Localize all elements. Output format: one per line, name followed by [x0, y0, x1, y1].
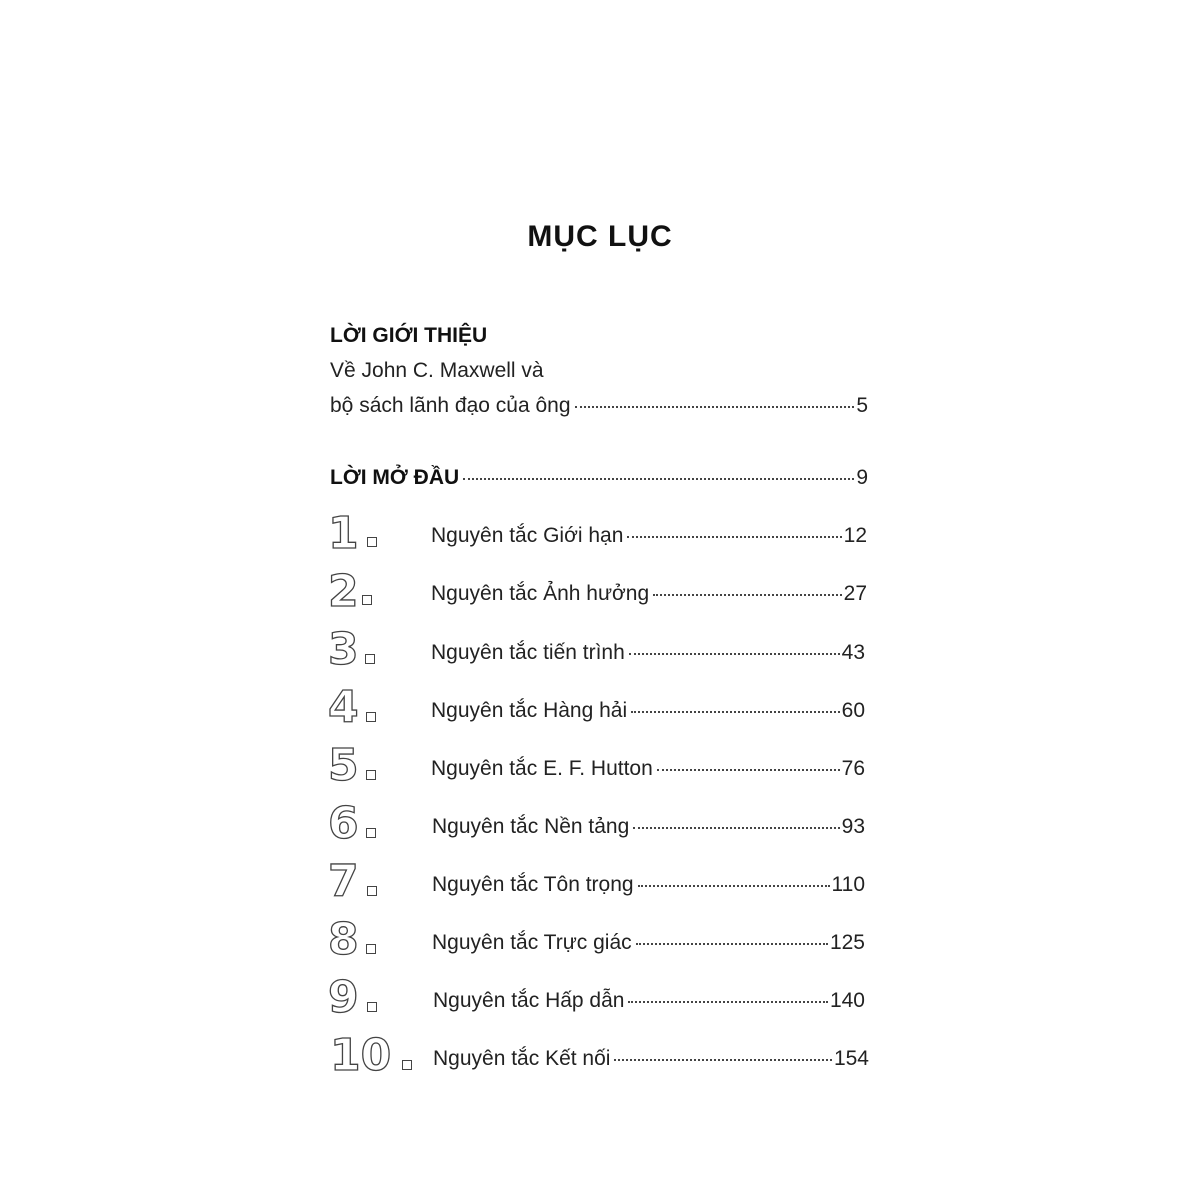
chapter-number: 10	[330, 1030, 392, 1081]
chapter-title: Nguyên tắc Nền tảng	[432, 815, 630, 838]
chapter-page-number: 140	[829, 989, 865, 1012]
square-bullet-icon	[362, 595, 372, 605]
dot-leader	[636, 943, 828, 945]
dot-leader	[631, 711, 840, 713]
chapter-page-number: 154	[833, 1047, 869, 1070]
chapter-title: Nguyên tắc E. F. Hutton	[431, 757, 653, 780]
chapter-number: 7	[328, 856, 359, 907]
chapter-title: Nguyên tắc Trực giác	[432, 931, 632, 954]
chapter-number: 9	[328, 972, 359, 1023]
dot-leader	[463, 478, 854, 480]
chapter-entry	[431, 524, 867, 548]
intro-entry	[330, 394, 868, 418]
square-bullet-icon	[402, 1060, 412, 1070]
chapter-number: 3	[328, 624, 359, 675]
dot-leader	[657, 769, 840, 771]
chapter-entry	[431, 699, 865, 723]
intro-heading: LỜI GIỚI THIỆU	[330, 324, 488, 347]
chapter-title: Nguyên tắc Hấp dẫn	[433, 989, 625, 1012]
square-bullet-icon	[366, 828, 376, 838]
chapter-entry	[432, 815, 865, 839]
dot-leader	[575, 406, 855, 408]
chapter-number: 5	[328, 740, 359, 791]
dot-leader	[628, 1001, 827, 1003]
square-bullet-icon	[366, 770, 376, 780]
chapter-page-number: 12	[843, 524, 867, 547]
chapter-number: 2	[328, 566, 359, 617]
square-bullet-icon	[367, 886, 377, 896]
square-bullet-icon	[367, 537, 377, 547]
chapter-page-number: 93	[841, 815, 865, 838]
dot-leader	[629, 653, 840, 655]
chapter-page-number: 27	[843, 582, 867, 605]
chapter-number: 8	[328, 914, 359, 965]
intro-page-number: 5	[856, 394, 868, 417]
intro-line-2: bộ sách lãnh đạo của ông	[330, 394, 571, 417]
chapter-entry	[433, 1047, 869, 1071]
dot-leader	[614, 1059, 832, 1061]
square-bullet-icon	[366, 944, 376, 954]
dot-leader	[653, 594, 842, 596]
chapter-entry	[431, 641, 865, 665]
chapter-title: Nguyên tắc Giới hạn	[431, 524, 624, 547]
chapter-title: Nguyên tắc Hàng hải	[431, 699, 628, 722]
chapter-entry	[433, 989, 865, 1013]
chapter-title: Nguyên tắc tiến trình	[431, 641, 625, 664]
chapter-number: 6	[328, 798, 359, 849]
preface-label: LỜI MỞ ĐẦU	[330, 466, 460, 489]
chapter-entry	[431, 582, 867, 606]
preface-page-number: 9	[856, 466, 868, 489]
chapter-number: 1	[328, 508, 359, 559]
chapter-title: Nguyên tắc Ảnh hưởng	[431, 582, 650, 605]
chapter-title: Nguyên tắc Tôn trọng	[432, 873, 634, 896]
chapter-entry	[431, 757, 865, 781]
square-bullet-icon	[367, 1002, 377, 1012]
preface-entry	[330, 466, 868, 490]
square-bullet-icon	[365, 654, 375, 664]
chapter-page-number: 60	[841, 699, 865, 722]
dot-leader	[627, 536, 841, 538]
chapter-title: Nguyên tắc Kết nối	[433, 1047, 611, 1070]
intro-line-1: Về John C. Maxwell và	[330, 359, 544, 382]
chapter-page-number: 76	[841, 757, 865, 780]
dot-leader	[633, 827, 839, 829]
chapter-page-number: 43	[841, 641, 865, 664]
chapter-entry	[432, 931, 865, 955]
dot-leader	[638, 885, 830, 887]
chapter-number: 4	[328, 682, 359, 733]
square-bullet-icon	[366, 712, 376, 722]
chapter-page-number: 125	[829, 931, 865, 954]
chapter-entry	[432, 873, 865, 897]
chapter-page-number: 110	[831, 873, 865, 896]
page-title: MỤC LỤC	[527, 220, 673, 253]
